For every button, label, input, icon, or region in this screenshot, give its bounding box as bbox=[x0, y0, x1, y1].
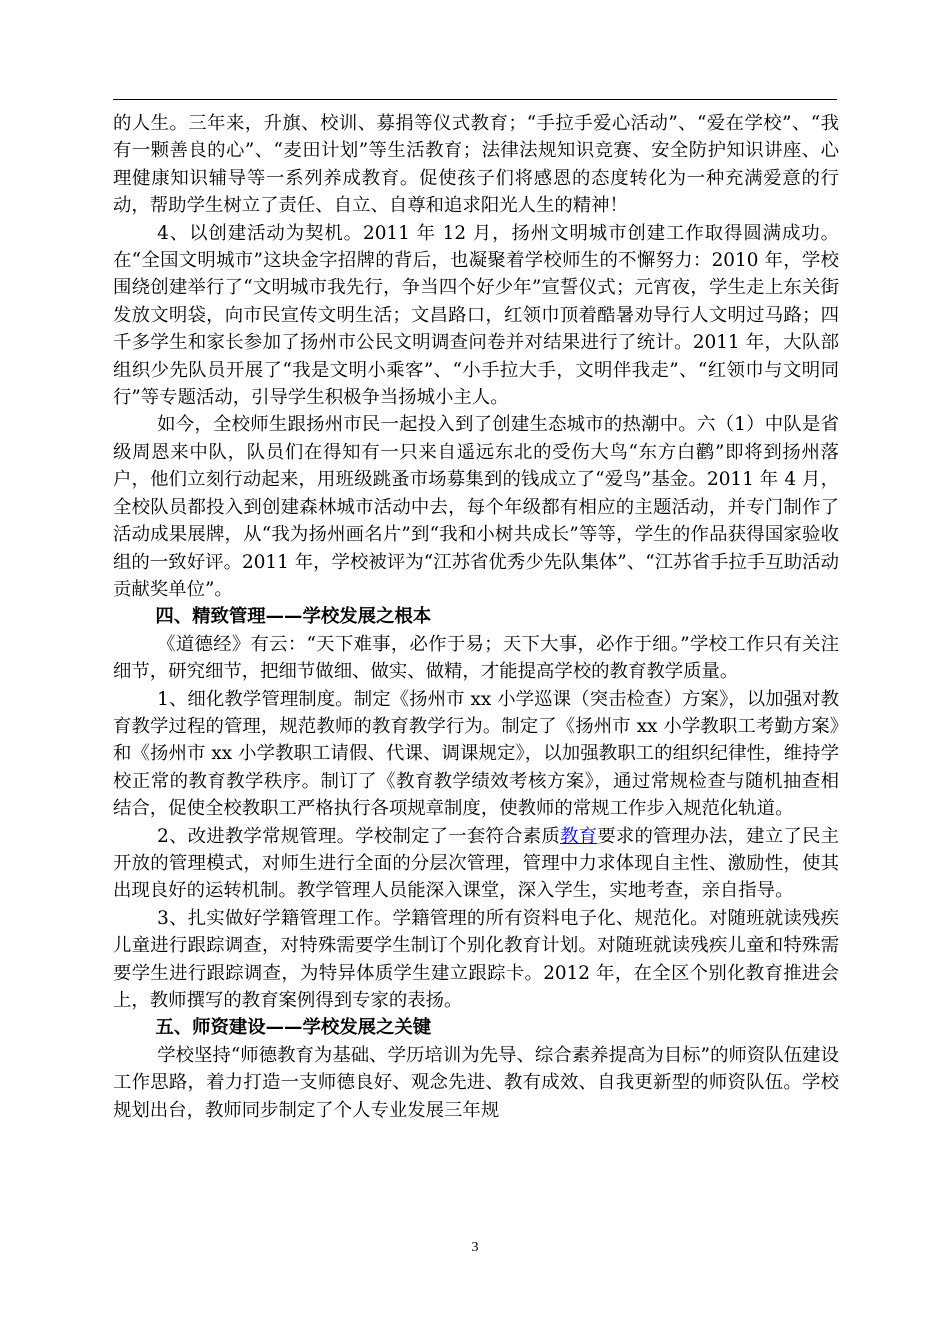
page-number: 3 bbox=[471, 1240, 479, 1255]
paragraph-6 bbox=[113, 823, 839, 905]
paragraph-7: 3、扎实做好学籍管理工作。学籍管理的所有资料电子化、规范化。对随班就读残疾儿童进行跟踪调查，对特殊需要学生制订个别化教育计划。对随班就读残疾儿童和特殊需要学生进行跟踪调查，为特异体质学生建立跟踪卡。2012 年，在全区个别化教育推进会上，教师撰写的教育案例得到专家的表扬。 bbox=[113, 907, 839, 1011]
education-link[interactable]: 教育 bbox=[559, 825, 598, 847]
paragraph-4: 《道德经》有云：“天下难事，必作于易；天下大事，必作于细。”学校工作只有关注细节，研究细节，把细节做细、做实、做精，才能提高学校的教育教学质量。 bbox=[113, 633, 839, 683]
section-heading-5: 五、师资建设——学校发展之关键 bbox=[155, 1017, 432, 1039]
paragraph-5: 1、细化教学管理制度。制定《扬州市 xx 小学巡课（突击检查）方案》，以加强对教育教学过程的管理，规范教师的教育教学行为。制定了《扬州市 xx 小学教职工考勤方案》和《扬州市 xx 小学教职工请假、代课、调课规定》，以加强教职工的组织纪律性，维持学校正常的教育教学秩序。制订了《教育教学绩效考核方案》，通过常规检查与随机抽查相结合，促使全校教职工严格执行各项规章制度，使教师的常规工作步入规范化轨道。 bbox=[113, 688, 839, 820]
paragraph-2: 4、以创建活动为契机。2011 年 12 月，扬州文明城市创建工作取得圆满成功。在“全国文明城市”这块金字招牌的背后，也凝聚着学校师生的不懈努力：2010 年，学校围绕创建举行了“文明城市我先行，争当四个好少年”宣誓仪式；元宵夜，学生走上东关街发放文明袋，向市民宣传文明生活；文昌路口，红领巾顶着酷暑劝导行人文明过马路；四千多学生和家长参加了扬州市公民文明调查问卷并对结果进行了统计。2011 年，大队部组织少先队员开展了“我是文明小乘客”、“小手拉大手，文明伴我走”、“红领巾与文明同行”等专题活动，引导学生积极争当扬城小主人。 bbox=[113, 222, 839, 409]
paragraph-6-text-b: 要求的管理办法，建立了民主开放的管理模式，对师生进行全面的分层次管理，管理中力求体现自主性、激励性，使其出现良好的运转机制。教学管理人员能深入课堂，深入学生，实地考查，亲自指导。 bbox=[113, 825, 839, 902]
document-body bbox=[113, 110, 839, 1124]
header-rule bbox=[113, 99, 837, 100]
section-heading-4: 四、精致管理——学校发展之根本 bbox=[155, 606, 432, 628]
paragraph-3: 如今，全校师生跟扬州市民一起投入到了创建生态城市的热潮中。六（1）中队是省级周恩来中队，队员们在得知有一只来自遥远东北的受伤大鸟“东方白鹳”即将到扬州落户，他们立刻行动起来，用班级跳蚤市场募集到的钱成立了“爱鸟”基金。2011 年 4 月，全校队员都投入到创建森林城市活动中去，每个年级都有相应的主题活动，并专门制作了活动成果展牌，从“我为扬州画名片”到“我和小树共成长”等等，学生的作品获得国家验收组的一致好评。2011 年，学校被评为“江苏省优秀少先队集体”、“江苏省手拉手互助活动贡献奖单位”。 bbox=[113, 414, 839, 600]
paragraph-1: 的人生。三年来，升旗、校训、募捐等仪式教育；“手拉手爱心活动”、“爱在学校”、“我有一颗善良的心”、“麦田计划”等生活教育；法律法规知识竞赛、安全防护知识讲座、心理健康知识辅导等一系列养成教育。促使孩子们将感恩的态度转化为一种充满爱意的行动，帮助学生树立了责任、自立、自尊和追求阳光人生的精神！ bbox=[113, 113, 839, 217]
paragraph-8: 学校坚持“师德教育为基础、学历培训为先导、综合素养提高为目标”的师资队伍建设工作思路，着力打造一支师德良好、观念先进、教有成效、自我更新型的师资队伍。学校规划出台，教师同步制定了个人专业发展三年规 bbox=[113, 1044, 839, 1121]
paragraph-6-text-a: 2、改进教学常规管理。学校制定了一套符合素质 bbox=[157, 825, 560, 847]
